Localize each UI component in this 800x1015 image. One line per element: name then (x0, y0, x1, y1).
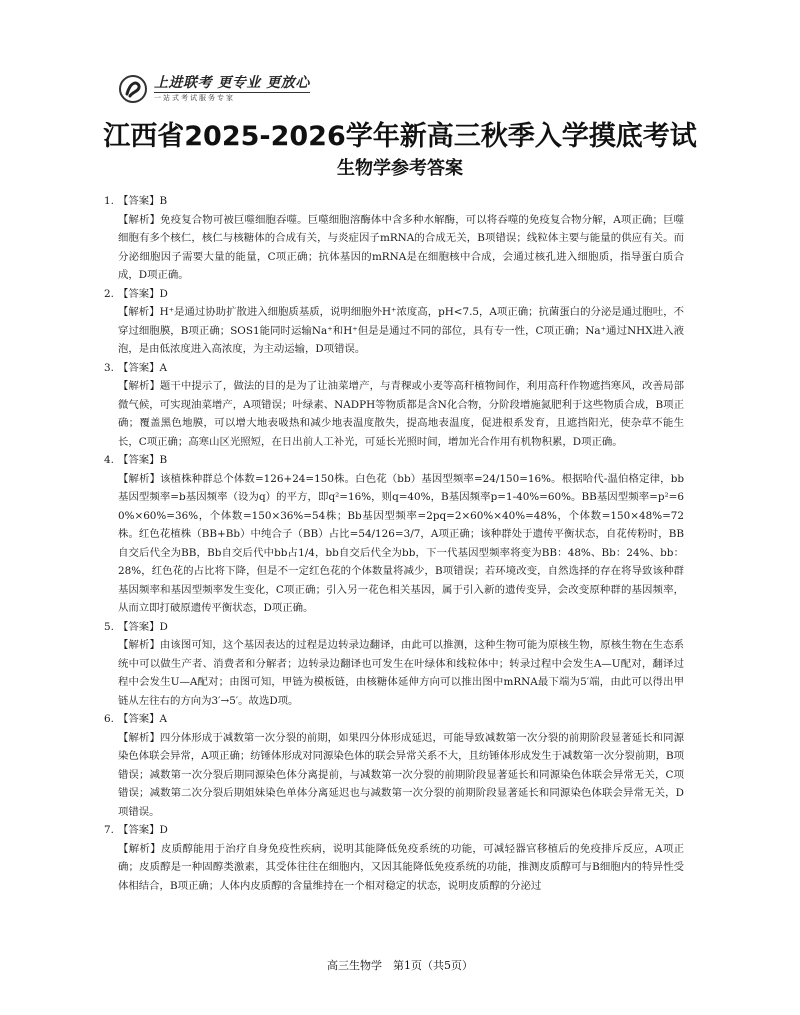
question-5 (104, 618, 684, 711)
question-4-analysis: 【解析】该植株种群总个体数=126+24=150株。白色花（bb）基因型频率=24/150=16%。根据哈代-温伯格定律，bb基因型频率=b基因频率（设为q）的平方，即q²=16%，则q=40%，B基因频率p=1-40%=60%。BB基因型频率=p²=60%×60%=36%，个体数=150×36%=54株；Bb基因型频率=2pq=2×60%×40%=48%，个体数=150×48%=72株。红色花植株（BB+Bb）中纯合子（BB）占比=54/126=3/7，A项正确；该种群处于遗传平衡状态，自花传粉时，BB自交后代全为BB，Bb自交后代中bb占1/4，bb自交后代全为bb，下一代基因型频率将变为BB：48%、Bb：24%、bb：28%，红色花的占比将下降，但是不一定红色花的个体数量将减少，B项错误；若环境改变，自然选择的存在将导致该种群基因频率和基因型频率发生变化，C项正确；引入另一花色相关基因，属于引入新的遗传变异，会改变原种群的基因频率，从而立即打破原遗传平衡状态，D项正确。 (118, 472, 684, 614)
brand-logo-icon (118, 74, 148, 104)
logo-text-block (154, 75, 310, 103)
logo-tagline: 一站式考试服务专家 (154, 92, 310, 103)
question-3-answer (104, 359, 684, 378)
question-number: 3. (104, 361, 114, 374)
logo-slogan: 上进联考 更专业 更放心 (154, 75, 310, 91)
question-number: 7. (104, 824, 114, 836)
question-3-analysis: 【解析】题干中提示了，做法的目的是为了让油菜增产，与青稞或小麦等高秆植物间作，利用高秆作物遮挡寒风，改善局部微气候，可实现油菜增产，A项错误；叶绿素、NADPH等物质都是含N化合物，分阶段增施氮肥利于这些物质合成，B项正确；覆盖黑色地膜，可以增大地表吸热和减少地表温度散失，提高地表温度，促进根系发育，且遮挡阳光，使杂草不能生长，C项正确；高寒山区光照短，在日出前人工补光，可延长光照时间，增加光合作用有机物积累，D项正确。 (118, 380, 684, 448)
question-4-answer (104, 451, 684, 470)
question-7-answer (104, 821, 684, 840)
question-6 (104, 710, 684, 821)
question-7 (104, 821, 684, 895)
question-number: 1. (104, 195, 114, 207)
question-2-answer (104, 285, 684, 304)
question-2 (104, 285, 684, 359)
question-5-answer (104, 618, 684, 637)
answer-text: 【答案】B (118, 454, 168, 466)
exam-title: 江西省2025-2026学年新高三秋季入学摸底考试 (103, 121, 697, 152)
answer-text: 【答案】B (118, 195, 168, 207)
question-1-answer (104, 192, 684, 211)
answer-key-subtitle: 生物学参考答案 (337, 158, 463, 179)
answer-text: 【答案】A (118, 713, 168, 725)
answer-text: 【答案】A (118, 361, 168, 374)
question-number: 5. (104, 620, 114, 633)
answer-text: 【答案】D (118, 824, 168, 836)
question-number: 4. (104, 454, 114, 466)
answer-list (104, 192, 684, 895)
question-2-analysis: 【解析】H⁺是通过协助扩散进入细胞质基质，说明细胞外H⁺浓度高，pH<7.5，A项正确；抗菌蛋白的分泌是通过胞吐，不穿过细胞膜，B项正确；SOS1能同时运输Na⁺和H⁺但是是通过不同的部位，具有专一性，C项正确；Na⁺通过NHX进入液泡，是由低浓度进入高浓度，为主动运输，D项错误。 (118, 306, 684, 355)
question-6-answer (104, 710, 684, 729)
question-number: 6. (104, 713, 114, 725)
question-1 (104, 192, 684, 285)
question-number: 2. (104, 287, 114, 300)
question-1-analysis: 【解析】免疫复合物可被巨噬细胞吞噬。巨噬细胞溶酶体中含多种水解酶，可以将吞噬的免疫复合物分解，A项正确；巨噬细胞有多个核仁，核仁与核糖体的合成有关，与炎症因子mRNA的合成无关，B项错误；线粒体主要与能量的供应有关。而分泌细胞因子需要大量的能量，C项正确；抗体基因的mRNA是在细胞核中合成，会通过核孔进入细胞质，指导蛋白质合成，D项正确。 (118, 213, 684, 281)
question-5-analysis: 【解析】由该图可知，这个基因表达的过程是边转录边翻译，由此可以推测，这种生物可能为原核生物，原核生物在生态系统中可以做生产者、消费者和分解者；边转录边翻译也可发生在叶绿体和线粒体中；转录过程中会发生A—U配对，翻译过程中会发生U—A配对；由图可知，甲链为模板链，由核糖体延伸方向可以推出图中mRNA最下端为5′端，由此可以得出甲链从左往右的方向为3′→5′。故选D项。 (118, 639, 684, 707)
question-3 (104, 359, 684, 452)
answer-text: 【答案】D (118, 287, 168, 300)
question-6-analysis: 【解析】四分体形成于减数第一次分裂的前期，如果四分体形成延迟，可能导致减数第一次分裂的前期阶段显著延长和同源染色体联会异常，A项正确；纺锤体形成对同源染色体的联会异常关系不大，且纺锤体形成发生于减数第一次分裂前期，B项错误；减数第一次分裂后期同源染色体分离提前，与减数第一次分裂的前期阶段显著延长和同源染色体联会异常无关，C项错误；减数第二次分裂后期姐妹染色单体分离延迟也与减数第一次分裂的前期阶段显著延长和同源染色体联会异常无关，D项错误。 (118, 731, 684, 818)
question-4 (104, 451, 684, 618)
answer-text: 【答案】D (118, 620, 168, 633)
header-logo (118, 74, 310, 104)
page-footer: 高三生物学 第1页（共5页） (327, 959, 473, 972)
question-7-analysis: 【解析】皮质醇能用于治疗自身免疫性疾病，说明其能降低免疫系统的功能，可减轻器官移植后的免疫排斥反应，A项正确；皮质醇是一种固醇类激素，其受体往往在细胞内，又因其能降低免疫系统的功能，推测皮质醇可与B细胞内的特异性受体相结合，B项正确；人体内皮质醇的含量维持在一个相对稳定的状态，说明皮质醇的分泌过 (118, 842, 684, 892)
